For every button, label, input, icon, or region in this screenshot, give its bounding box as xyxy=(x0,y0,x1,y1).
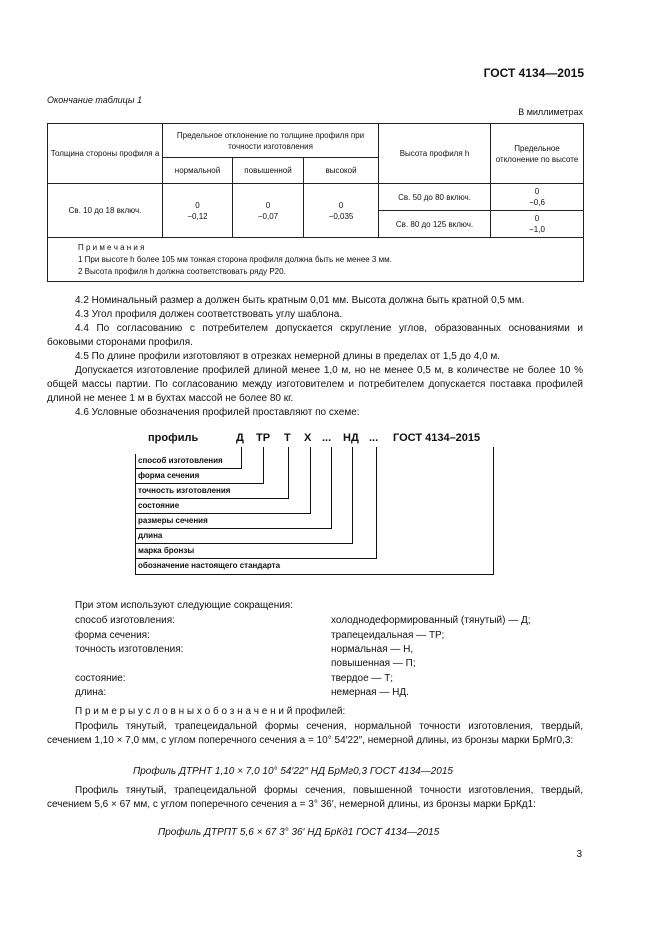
scheme-drop-2 xyxy=(263,447,264,484)
scheme-code-tr: ТР xyxy=(256,432,271,444)
scheme-line-4 xyxy=(135,513,310,514)
table-caption: Окончание таблицы 1 xyxy=(47,95,142,105)
scheme-line-6 xyxy=(135,543,352,544)
abbr-val-increased: повышенная — П; xyxy=(331,658,416,669)
table-notes xyxy=(48,238,584,282)
standard-header: ГОСТ 4134—2015 xyxy=(483,66,584,80)
example-1-text: Профиль тянутый, трапецеидальной формы сечения, нормальной точности изготовления, твердый, сечением 1,10 × 7,0 мм, с углом поперечного сечения a = 10° 54′22″, немерной длины, из бронзы марки БрМг0,3: xyxy=(47,721,583,746)
cell-height-1: Св. 50 до 80 включ. xyxy=(379,184,491,211)
paragraph-4-2: 4.2 Номинальный размер a должен быть кратным 0,01 мм. Высота должна быть кратной 0,5 мм. xyxy=(75,295,525,306)
cell-normal: 0 −0,12 xyxy=(163,184,233,238)
abbr-val-length: немерная — НД. xyxy=(331,687,409,698)
scheme-label-shape: форма сечения xyxy=(138,471,200,480)
scheme-line-5 xyxy=(135,528,331,529)
scheme-left-line xyxy=(135,454,136,575)
subheader-high: высокой xyxy=(304,158,379,184)
abbr-key-method: способ изготовления: xyxy=(75,615,175,626)
paragraph-4-4: 4.4 По согласованию с потребителем допускается скругление углов, образованных основаниями и боковыми сторонами профиля. xyxy=(47,323,583,348)
abbr-val-state: твердое — Т; xyxy=(331,673,394,684)
scheme-line-7 xyxy=(135,558,376,559)
header-thickness: Толщина стороны профиля a xyxy=(48,124,163,184)
scheme-drop-3 xyxy=(288,447,289,499)
scheme-drop-7 xyxy=(376,447,377,559)
abbr-val-shape: трапецеидальная — ТР; xyxy=(331,630,445,641)
cell-height-2: Св. 80 до 125 включ. xyxy=(379,211,491,238)
cell-dev-1: 0 −0,6 xyxy=(491,184,584,211)
table-units: В миллиметрах xyxy=(518,107,583,117)
example-1-designation: Профиль ДТРНТ 1,10 × 7,0 10° 54′22″ НД БрМг0,3 ГОСТ 4134—2015 xyxy=(133,766,453,777)
tolerance-table xyxy=(47,123,584,282)
scheme-label-length: длина xyxy=(138,531,163,540)
scheme-code-t: Т xyxy=(284,432,291,444)
subheader-normal: нормальной xyxy=(163,158,233,184)
scheme-drop-1 xyxy=(241,447,242,469)
paragraph-4-5-extra: Допускается изготовление профилей длиной менее 1,0 м, но не менее 0,5 м, в количестве не более 10 % общей массы партии. По согласованию между изготовителем и потребителем допускается поставка профилей длиной не менее 1 м в бухтах массой не более 80 кг. xyxy=(47,365,583,404)
note-1: 1 При высоте h более 105 мм тонкая сторона профиля должна быть не менее 3 мм. xyxy=(78,255,392,264)
scheme-drop-4 xyxy=(310,447,311,514)
cell-dev-2: 0 −1,0 xyxy=(491,211,584,238)
scheme-drop-5 xyxy=(331,447,332,529)
scheme-code-dims: ... xyxy=(322,432,332,444)
scheme-line-8 xyxy=(135,574,493,575)
scheme-code-x: Х xyxy=(304,432,312,444)
scheme-drop-8 xyxy=(493,447,494,575)
abbr-key-length: длина: xyxy=(75,687,107,698)
scheme-label-alloy: марка бронзы xyxy=(138,546,195,555)
scheme-line-2 xyxy=(135,483,263,484)
scheme-code-nd: НД xyxy=(343,432,359,444)
abbr-key-shape: форма сечения: xyxy=(75,630,150,641)
scheme-drop-6 xyxy=(352,447,353,544)
scheme-code-alloy: ... xyxy=(369,432,379,444)
examples-title: П р и м е р ы у с л о в н ы х о б о з н а ч е н и й профилей: xyxy=(75,706,346,717)
paragraph-4-6: 4.6 Условные обозначения профилей проставляют по схеме: xyxy=(75,407,360,418)
scheme-line-1 xyxy=(135,468,241,469)
scheme-label-state: состояние xyxy=(138,501,180,510)
scheme-label-method: способ изготовления xyxy=(138,456,223,465)
header-tolerance-height: Предельное отклонение по высоте xyxy=(491,124,584,184)
scheme-label-dimensions: размеры сечения xyxy=(138,516,208,525)
paragraph-4-5: 4.5 По длине профили изготовляют в отрезках немерной длины в пределах от 1,5 до 4,0 м. xyxy=(75,351,501,362)
scheme-word-profile: профиль xyxy=(148,432,199,444)
header-tolerance-thickness: Предельное отклонение по толщине профиля при точности изготовления xyxy=(163,124,379,158)
example-2-text: Профиль тянутый, трапецеидальной формы сечения, повышенной точности изготовления, твердый, сечением 5,6 × 67 мм, с углом поперечного сечения a = 3° 36′, немерной длины, из бронзы марки БрКд1: xyxy=(47,785,583,810)
scheme-code-d: Д xyxy=(236,432,244,444)
subheader-increased: повышенной xyxy=(233,158,304,184)
paragraph-4-3: 4.3 Угол профиля должен соответствовать углу шаблона. xyxy=(75,309,343,320)
notes-title: П р и м е ч а н и я xyxy=(78,243,145,252)
abbr-intro: При этом используют следующие сокращения: xyxy=(75,600,293,611)
note-2: 2 Высота профиля h должна соответствовать ряду Р20. xyxy=(78,267,286,276)
abbr-val-normal: нормальная — Н, xyxy=(331,644,414,655)
scheme-line-3 xyxy=(135,498,288,499)
cell-thickness: Св. 10 до 18 включ. xyxy=(48,184,163,238)
abbr-key-precision: точность изготовления: xyxy=(75,644,184,655)
abbr-key-state: состояние: xyxy=(75,673,126,684)
abbr-val-method: холоднодеформированный (тянутый) — Д; xyxy=(331,615,531,626)
scheme-label-precision: точность изготовления xyxy=(138,486,231,495)
scheme-label-standard: обозначение настоящего стандарта xyxy=(138,561,281,570)
page-number: 3 xyxy=(576,849,582,860)
example-2-designation: Профиль ДТРПТ 5,6 × 67 3° 36′ НД БрКд1 ГОСТ 4134—2015 xyxy=(158,827,440,838)
cell-increased: 0 −0,07 xyxy=(233,184,304,238)
scheme-code-gost: ГОСТ 4134–2015 xyxy=(393,432,481,444)
header-height: Высота профиля h xyxy=(379,124,491,184)
cell-high: 0 −0,035 xyxy=(304,184,379,238)
